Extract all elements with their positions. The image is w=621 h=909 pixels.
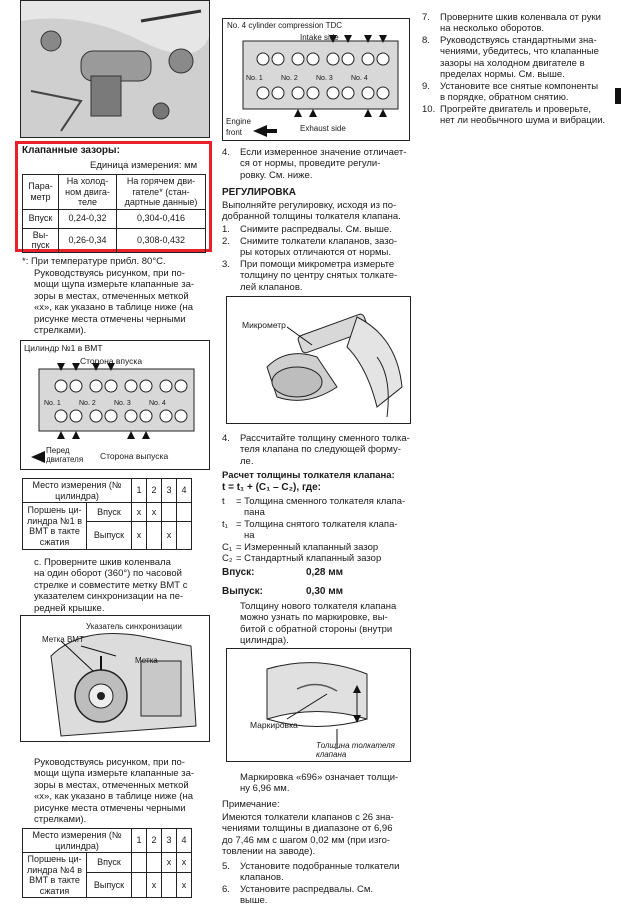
table1-row-label: Поршень ци-линдра №1 в ВМТ в такте сжатия	[23, 503, 87, 550]
text-line: в порядке, обратном снятию.	[440, 92, 569, 104]
def-text: = Измеренный клапанный зазор	[236, 542, 379, 553]
text-line: = Толщина сменного толкателя клапа-	[236, 496, 406, 507]
def-symbol: C₂	[222, 553, 233, 564]
text-line: можно узнать по маркировке, вы-	[240, 612, 388, 624]
table2-row-label: Поршень ци-линдра №4 в ВМТ в такте сжатия	[23, 853, 87, 898]
exhaust-label: Выпуск:	[222, 586, 264, 597]
cyl1-no4: No. 4	[149, 400, 166, 407]
table2-mark	[132, 873, 147, 898]
def-text	[236, 519, 412, 542]
text-line: Установите распредвалы. См.	[240, 884, 373, 895]
text-line: Снимите толкатели клапанов, зазо-	[240, 236, 398, 247]
table1-row-name: Выпуск	[87, 522, 132, 550]
cyl1-exhaust-label: Сторона выпуска	[100, 451, 169, 461]
text-line: выше.	[240, 895, 268, 907]
intake-value: 0,28 мм	[306, 567, 344, 578]
step4b-text	[240, 433, 412, 467]
text-line: на несколько оборотов.	[440, 23, 545, 35]
table2-mark: x	[162, 853, 177, 873]
text-line: стрелками).	[34, 814, 87, 826]
step-number: 9.	[422, 81, 430, 92]
clearance-row-param: Вы-пуск	[23, 228, 59, 252]
step-text	[440, 12, 612, 35]
cyl4-exhaust-label: Exhaust side	[300, 124, 346, 133]
text-line: зазоры на холодном двигателе в	[440, 57, 585, 69]
table2-mark	[132, 853, 147, 873]
text-line: ну 6,96 мм.	[240, 783, 290, 795]
timing-pointer-label: Указатель синхронизации	[86, 622, 182, 631]
camshaft-figure	[20, 0, 210, 138]
text-line: чениями, убедитесь, что клапанные	[440, 46, 599, 58]
text-line: указателем синхронизации на пе-	[34, 591, 184, 603]
table1-header: Место измерения (№ цилиндра)	[23, 479, 132, 503]
text-line: ся от нормы, проведите регули-	[240, 158, 381, 170]
text-line: = Толщина снятого толкателя клапа-	[236, 519, 398, 530]
cyl1-intake-label: Сторона впуска	[80, 356, 143, 366]
table1-mark	[147, 522, 162, 550]
table1-mark: x	[132, 522, 147, 550]
text-line: Если измеренное значение отличает-	[240, 147, 407, 158]
clearance-col-hot: На горячем дви-гателе* (стан-дартные данные)	[117, 175, 206, 210]
timing-tdc-label: Метка ВМТ	[42, 635, 84, 644]
def-text	[236, 496, 412, 519]
text-line: лей клапанов.	[240, 281, 303, 293]
text-line: Имеются толкатели клапанов с 26 зна-	[222, 812, 394, 823]
table2-mark: x	[147, 873, 162, 898]
clearance-table	[22, 174, 206, 253]
text-line: Установите подобранные толкатели	[240, 861, 400, 872]
table2-col: 2	[147, 829, 162, 853]
table2-row-name: Впуск	[87, 853, 132, 873]
text-line: «x», как указано в таблице ниже (на	[34, 791, 193, 803]
text-line: мощи щупа измерьте клапанные за-	[34, 768, 195, 780]
tappet-marking-label: Маркировка	[250, 720, 298, 730]
footnote: *: При температуре прибл. 80°С.	[22, 256, 166, 267]
paragraph-2	[34, 757, 212, 825]
text-line: стрелке и совместите метку ВМТ с	[34, 579, 188, 591]
def-symbol: C₁	[222, 542, 233, 553]
paragraph-c	[34, 557, 212, 614]
def-symbol: t₁	[222, 519, 228, 530]
text-line: рисунке места отмечены черными	[34, 313, 186, 325]
table2-row-name: Выпуск	[87, 873, 132, 898]
step-number: 6.	[222, 884, 230, 895]
text-line: Установите все снятые компоненты	[440, 81, 599, 92]
table2-col: 4	[177, 829, 192, 853]
table1-mark	[177, 522, 192, 550]
text-line: Прогрейте двигатель и проверьте,	[440, 104, 592, 115]
table2-col: 1	[132, 829, 147, 853]
step-text	[440, 81, 612, 104]
step-number: 7.	[422, 12, 430, 23]
clearance-col-param: Пара-метр	[23, 175, 59, 210]
tappet-thickness-label: Толщина толкателя клапана	[316, 741, 395, 759]
cyl4-no3: No. 3	[316, 75, 333, 82]
text-line: до 7,46 мм с шагом 0,02 мм (при изго-	[222, 834, 391, 846]
note-body	[222, 812, 412, 858]
cyl1-no2: No. 2	[79, 400, 96, 407]
cyl4-no1: No. 1	[246, 75, 263, 82]
text-line: пределах нормы. См. выше.	[440, 69, 565, 81]
calc-heading: Расчет толщины толкателя клапана:	[222, 470, 395, 481]
note-heading: Примечание:	[222, 799, 280, 810]
intake-label: Впуск:	[222, 567, 255, 578]
step-text	[440, 35, 612, 81]
text-line: клапанов.	[240, 872, 284, 884]
text-line: ровку. См. ниже.	[240, 169, 313, 181]
table2-mark: x	[177, 853, 192, 873]
table1-col: 2	[147, 479, 162, 503]
table2-mark	[147, 853, 162, 873]
measurement-table-cyl1	[22, 478, 192, 550]
clearance-row-hot: 0,304-0,416	[117, 209, 206, 228]
measurement-table-cyl4	[22, 828, 192, 898]
adjust-intro	[222, 200, 412, 223]
text-line: зоры в местах, отмеченных меткой	[34, 290, 189, 302]
cyl1-no3: No. 3	[114, 400, 131, 407]
adjust-step-text	[240, 259, 412, 293]
micrometer-label: Микрометр	[242, 320, 286, 330]
adjust-step-text: Снимите распредвалы. См. выше.	[240, 224, 392, 235]
def-symbol: t	[222, 496, 225, 507]
step4-number: 4.	[222, 147, 230, 158]
text-line: с. Проверните шкив коленвала	[34, 557, 171, 568]
cyl1-title: Цилиндр №1 в ВМТ	[24, 343, 103, 353]
table1-mark: x	[132, 503, 147, 522]
text-line: на один оборот (360°) по часовой	[34, 568, 182, 580]
cyl4-engine-label: Engine	[226, 117, 251, 126]
table2-header: Место измерения (№ цилиндра)	[23, 829, 132, 853]
table1-col: 4	[177, 479, 192, 503]
text-line: Толщину нового толкателя клапана	[240, 601, 397, 612]
exhaust-value: 0,30 мм	[306, 586, 344, 597]
step-text	[240, 884, 412, 907]
paragraph-1	[34, 268, 212, 336]
text-line: ры которых отличаются от нормы.	[240, 247, 391, 259]
adjust-step-number: 1.	[222, 224, 230, 235]
cyl4-no4: No. 4	[351, 75, 368, 82]
formula: t = t₁ + (C₁ – C₂), где:	[222, 482, 321, 493]
text-line: битой с обратной стороны (внутри	[240, 623, 393, 635]
table2-mark	[162, 873, 177, 898]
clearance-row-cold: 0,26-0,34	[59, 228, 117, 252]
text-line: «x», как указано в таблице ниже (на	[34, 302, 193, 314]
clearance-title: Клапанные зазоры:	[22, 145, 120, 156]
text-line: нет ли необычного шума и вибрации.	[440, 115, 606, 127]
table1-mark	[177, 503, 192, 522]
adjust-step-number: 3.	[222, 259, 230, 270]
micrometer-figure	[226, 296, 411, 424]
text-line: цилиндра).	[240, 635, 289, 647]
text-line: редней крышке.	[34, 602, 105, 614]
step4b-number: 4.	[222, 433, 230, 444]
table2-mark: x	[177, 873, 192, 898]
table1-mark: x	[162, 522, 177, 550]
text-line: добранной толщины толкателя клапана.	[222, 211, 401, 223]
table1-mark: x	[147, 503, 162, 522]
step-text	[240, 861, 412, 884]
text-line: стрелками).	[34, 325, 87, 337]
text-line: Проверните шкив коленвала от руки	[440, 12, 601, 23]
adjust-step-text	[240, 236, 412, 259]
cyl4-title: No. 4 cylinder compression TDC	[227, 21, 343, 30]
clearance-row-param: Впуск	[23, 209, 59, 228]
clearance-row-cold: 0,24-0,32	[59, 209, 117, 228]
step-number: 5.	[222, 861, 230, 872]
step4-text	[240, 147, 412, 181]
text-line: Руководствуясь рисунком, при по-	[34, 757, 185, 768]
cyl4-front-label: front	[226, 128, 243, 137]
step-text	[440, 104, 612, 127]
table1-mark	[162, 503, 177, 522]
table1-row-name: Впуск	[87, 503, 132, 522]
text-line: Выполняйте регулировку, исходя из по-	[222, 200, 397, 211]
text-line: рисунке места отмечены черными	[34, 802, 186, 814]
text-line: пана	[244, 507, 265, 519]
text-line: мощи щупа измерьте клапанные за-	[34, 279, 195, 291]
text-line: Маркировка «696» означает толщи-	[240, 772, 399, 783]
text-line: ле.	[240, 455, 254, 467]
text-line: Руководствуясь рисунком, при по-	[34, 268, 185, 279]
def-text: = Стандартный клапанный зазор	[236, 553, 382, 564]
clearance-row-hot: 0,308-0,432	[117, 228, 206, 252]
step-number: 8.	[422, 35, 430, 46]
adjust-heading: РЕГУЛИРОВКА	[222, 187, 296, 198]
text-line: теля клапана по следующей форму-	[240, 444, 401, 456]
cyl1-no1: No. 1	[44, 400, 61, 407]
text-line: При помощи микрометра измерьте	[240, 259, 395, 270]
text-line: на	[244, 530, 255, 542]
text-line: Рассчитайте толщину сменного толка-	[240, 433, 410, 444]
text-line: толщину по центру снятых толкате-	[240, 270, 398, 282]
text-line: товлении на заводе).	[222, 846, 316, 858]
table2-col: 3	[162, 829, 177, 853]
paragraph-new-tappet	[240, 601, 412, 647]
page-edge-mark	[615, 88, 621, 104]
cyl4-intake-label: Intake side	[300, 33, 339, 42]
clearance-units: Единица измерения: мм	[90, 160, 198, 171]
text-line: Руководствуясь стандартными зна-	[440, 35, 597, 46]
table1-col: 1	[132, 479, 147, 503]
cyl1-front-label: Перед двигателя	[46, 446, 84, 464]
text-line: зоры в местах, отмеченных меткой	[34, 779, 189, 791]
table1-col: 3	[162, 479, 177, 503]
adjust-step-number: 2.	[222, 236, 230, 247]
text-line: чениями толщины в диапазоне от 6,96	[222, 823, 393, 835]
clearance-col-cold: На холод-ном двига-теле	[59, 175, 117, 210]
step-number: 10.	[422, 104, 436, 115]
timing-mark-label: Метка	[135, 656, 158, 665]
cyl4-no2: No. 2	[281, 75, 298, 82]
marking-note	[240, 772, 412, 795]
